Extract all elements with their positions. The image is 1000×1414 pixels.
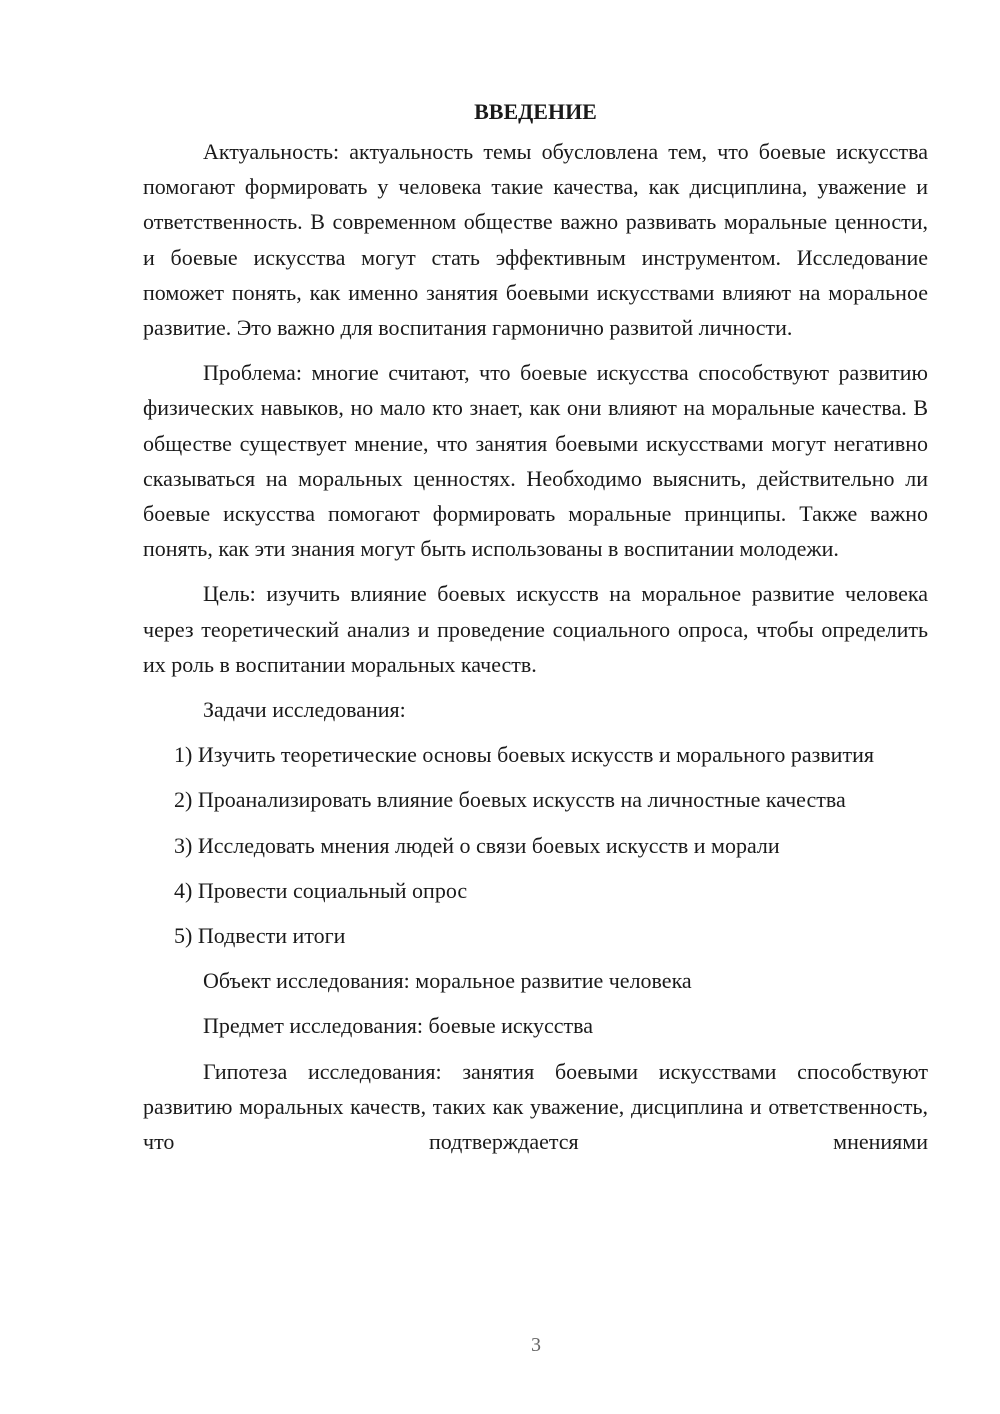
document-body — [143, 94, 928, 1159]
research-subject: Предмет исследования: боевые искусства — [203, 1013, 594, 1039]
hypothesis-paragraph: Гипотеза исследования: занятия боевыми искусствами способствуют развитию моральных качеств, таких как уважение, дисциплина и ответственность, что подтверждается мнениями — [143, 1058, 928, 1155]
relevance-paragraph: Актуальность: актуальность темы обусловлена тем, что боевые искусства помогают формировать у человека такие качества, как дисциплина, уважение и ответственность. В современном обществе важно развивать моральные ценности, и боевые искусства могут стать эффективным инструментом. Исследование поможет понять, как именно занятия боевыми искусствами влияют на моральное развитие. Это важно для воспитания гармонично развитой личности. — [143, 139, 928, 341]
task-item-4: 4) Провести социальный опрос — [174, 877, 468, 903]
tasks-title: Задачи исследования: — [203, 697, 406, 723]
task-item-5: 5) Подвести итоги — [174, 923, 346, 949]
task-item-1: 1) Изучить теоретические основы боевых искусств и морального развития — [174, 742, 874, 768]
research-object: Объект исследования: моральное развитие человека — [203, 968, 692, 994]
task-item-2: 2) Проанализировать влияние боевых искусств на личностные качества — [174, 787, 846, 813]
goal-paragraph: Цель: изучить влияние боевых искусств на моральное развитие человека через теоретический анализ и проведение социального опроса, чтобы определить их роль в воспитании моральных качеств. — [143, 581, 928, 677]
page-number: 3 — [531, 1334, 541, 1356]
task-item-3: 3) Исследовать мнения людей о связи боевых искусств и морали — [174, 832, 780, 858]
problem-paragraph: Проблема: многие считают, что боевые искусства способствуют развитию физических навыков, но мало кто знает, как они влияют на моральные качества. В обществе существует мнение, что занятия боевыми искусствами могут негативно сказываться на моральных ценностях. Необходимо выяснить, действительно ли боевые искусства помогают формировать моральные принципы. Также важно понять, как эти знания могут быть использованы в воспитании молодежи. — [143, 360, 928, 562]
section-heading: ВВЕДЕНИЕ — [474, 99, 597, 124]
